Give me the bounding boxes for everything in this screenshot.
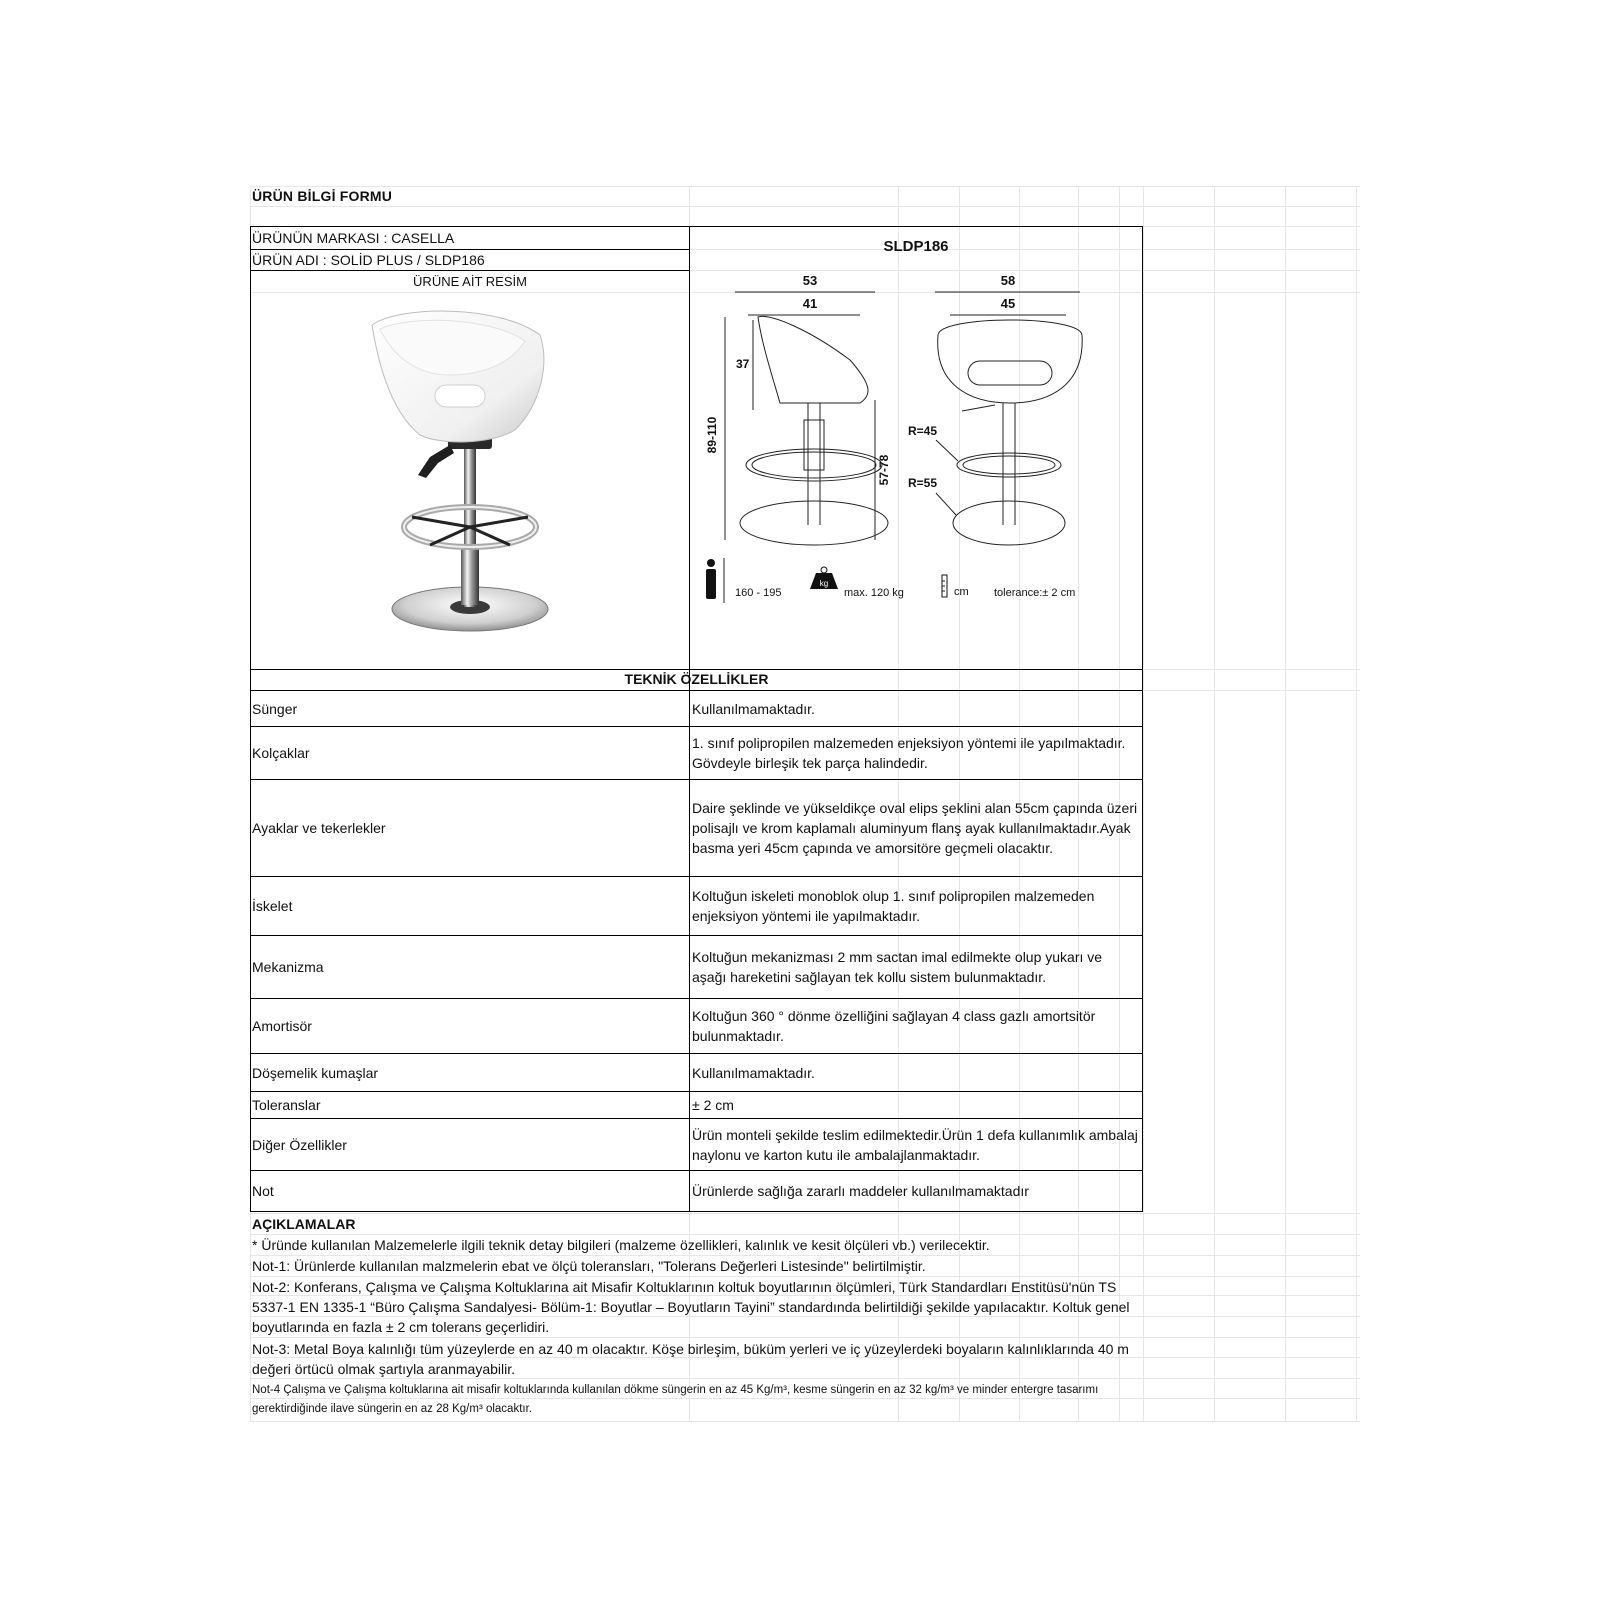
note-item: Not-4 Çalışma ve Çalışma koltuklarına ait misafir koltuklarında kullanılan dökme süngerin en az 45 Kg/m³, kesme süngerin en az 32 kg/m³ ve minder entergre tasarımı gerektirdiğinde ilave süngerin en az 28 Kg/m³ olacaktır.: [252, 1384, 1099, 1415]
tolerance-label: tolerance:± 2 cm: [994, 587, 1076, 599]
ruler-icon: [942, 575, 947, 597]
spec-value: Kullanılmamaktadır.: [692, 1064, 815, 1081]
dim-label-58: 58: [1000, 273, 1016, 288]
product-photo: [360, 305, 570, 645]
max-weight-label: max. 120 kg: [844, 587, 904, 599]
height-lever: [418, 445, 454, 478]
spec-label: Döşemelik kumaşlar: [252, 1064, 379, 1081]
spec-label: Diğer Özellikler: [252, 1136, 347, 1153]
spec-label: Sünger: [252, 701, 298, 717]
spec-value: Ürünlerde sağlığa zararlı maddeler kullanılmamaktadır: [692, 1183, 1029, 1199]
spec-value: Ürün monteli şekilde teslim edilmektedir.Ürün 1 defa kullanımlık ambalaj naylonu ve karton kutu ile ambalajlanmaktadır.: [692, 1126, 1138, 1163]
notes-title: AÇIKLAMALAR: [252, 1216, 356, 1232]
spec-label: İskelet: [252, 898, 293, 914]
user-height-range: 160 - 195: [735, 587, 782, 599]
spec-label: Kolçaklar: [252, 745, 310, 761]
person-icon: [706, 559, 716, 599]
footrest-radius-label: R=45: [908, 424, 938, 438]
technical-drawing: [700, 265, 1140, 635]
spec-value: Kullanılmamaktadır.: [692, 701, 815, 717]
unit-label: cm: [954, 586, 969, 598]
dim-label-45: 45: [1000, 296, 1016, 311]
note-item: Not-2: Konferans, Çalışma ve Çalışma Koltuklarına ait Misafir Koltuklarının koltuk boyutlarının ölçümleri, Türk Standardları Enstitüsü'nün TS 5337-1 EN 1335-1 “Büro Çalışma Sandalyesi- Bölüm-1: Boyutlar – Boyutların Tayini” standardında belirtildiği şekilde yapılacaktır. Koltuk genel boyutlarında en fazla ± 2 cm tolerans geçerlidiri.: [252, 1279, 1130, 1335]
footrest-spoke: [470, 517, 528, 527]
brand-label: ÜRÜNÜN MARKASI : CASELLA: [252, 230, 455, 246]
spec-label: Not: [252, 1183, 274, 1199]
spec-value: 1. sınıf polipropilen malzemeden enjeksiyon yöntemi ile yapılmaktadır. Gövdeyle birleşik tek parça halindedir.: [692, 735, 1126, 771]
note-item: Not-3: Metal Boya kalınlığı tüm yüzeylerde en az 40 m olacaktır. Köşe birleşim, büküm yerleri ve iç yüzeylerdeki boyaların kalınlıklarında 40 m değeri örtücü olmak şartıyla aranmayabilir.: [252, 1341, 1129, 1377]
side-view-base: [740, 501, 888, 545]
form-title: ÜRÜN BİLGİ FORMU: [252, 188, 393, 204]
shell-cutout: [435, 385, 485, 407]
front-view-cutout: [968, 361, 1052, 385]
dim-label-53: 53: [802, 273, 818, 288]
picture-caption: ÜRÜNE AİT RESİM: [413, 274, 527, 289]
spec-value: ± 2 cm: [692, 1097, 734, 1113]
spec-value: Koltuğun 360 ° dönme özelliğini sağlayan 4 class gazlı amortsitör bulunmaktadır.: [692, 1008, 1096, 1044]
row-divider: [250, 249, 690, 250]
model-code: SLDP186: [883, 238, 949, 255]
specs-title: TEKNİK ÖZELLİKLER: [624, 671, 769, 687]
spec-label: Mekanizma: [252, 959, 324, 975]
spec-label: Ayaklar ve tekerlekler: [252, 820, 386, 836]
row-divider: [250, 669, 1143, 670]
spec-value: Daire şeklinde ve yükseldikçe oval elips şeklini alan 55cm çapında üzeri polisajlı ve krom kaplamalı aluminyum flanş ayak kullanılmaktadır.Ayak basma yeri 45cm çapında ve amorsitöre geçmeli olacaktır.: [692, 800, 1138, 856]
note-item: * Üründe kullanılan Malzemelerle ilgili teknik detay bilgileri (malzeme özellikleri, kalınlık ve kesit ölçüleri vb.) verilecektir.: [252, 1237, 990, 1253]
footrest-spoke: [412, 517, 470, 527]
gas-sleeve: [461, 545, 479, 605]
front-view-base: [953, 501, 1065, 545]
spec-value: Koltuğun iskeleti monoblok olup 1. sınıf polipropilen malzemeden enjeksiyon yöntemi ile yapılmaktadır.: [692, 888, 1095, 924]
row-divider: [250, 690, 1143, 691]
spec-value: Koltuğun mekanizması 2 mm sactan imal edilmekte olup yukarı ve aşağı hareketini sağlayan tek kollu sistem bulunmaktadır.: [692, 949, 1103, 985]
dim-label-37: 37: [736, 357, 750, 371]
weight-badge-label: kg: [819, 579, 829, 588]
side-view-sleeve: [804, 420, 824, 470]
dim-label-41: 41: [802, 296, 818, 311]
column-divider: [689, 226, 690, 1212]
dim-label-57-78: 57-78: [877, 454, 891, 486]
side-view-footrest: [752, 452, 876, 478]
note-item: Not-1: Ürünlerde kullanılan malzmelerin ebat ve ölçü toleransları, "Tolerans Değerleri Listesinde" belirtilmiştir.: [252, 1258, 926, 1274]
base-radius-label: R=55: [908, 476, 938, 490]
weight-icon: [810, 567, 838, 589]
spec-label: Toleranslar: [252, 1097, 321, 1113]
dim-label-89-110: 89-110: [705, 416, 719, 454]
spec-label: Amortisör: [252, 1018, 312, 1034]
row-divider: [250, 270, 690, 271]
front-view-footrest: [957, 453, 1061, 477]
front-view-footrest: [963, 456, 1055, 474]
base-radius-leader: [936, 493, 956, 515]
front-view-lever: [962, 405, 995, 411]
footrest-radius-leader: [936, 440, 958, 461]
side-view-shell: [758, 316, 868, 403]
product-name-label: ÜRÜN ADI : SOLİD PLUS / SLDP186: [252, 252, 485, 268]
side-view-footrest: [746, 449, 882, 481]
